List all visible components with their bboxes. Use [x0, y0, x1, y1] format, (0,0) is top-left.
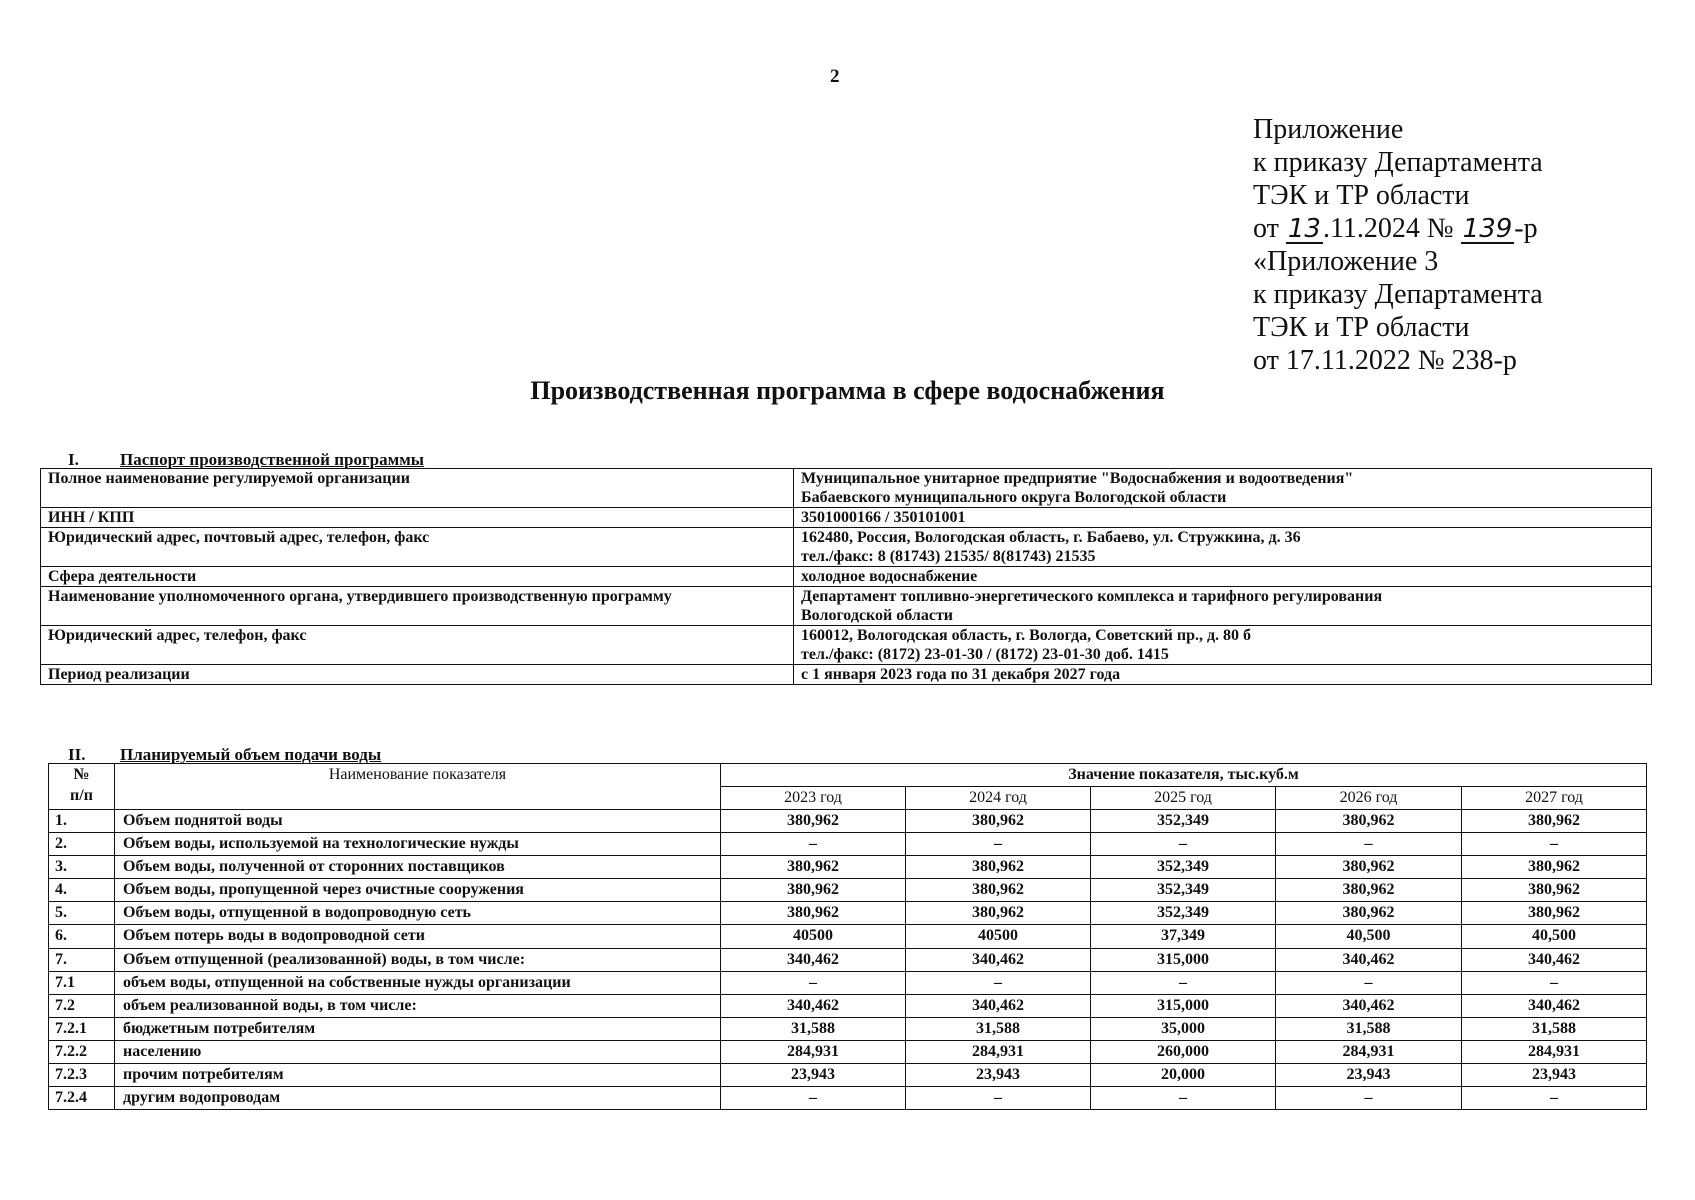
table-row — [41, 469, 1652, 508]
table-row — [49, 994, 1647, 1017]
table-row — [41, 567, 1652, 587]
value-cell: 340,462 — [721, 948, 906, 971]
value-cell: 23,943 — [906, 1064, 1091, 1087]
value-cell: 31,588 — [721, 1017, 906, 1040]
appendix-line: ТЭК и ТР области — [1253, 312, 1470, 343]
value-cell: 380,962 — [721, 810, 906, 833]
value-cell: 380,962 — [906, 856, 1091, 879]
appendix-line: от 17.11.2022 № 238-р — [1253, 345, 1517, 376]
water-volume-table — [48, 763, 1647, 1110]
value-cell: 31,588 — [906, 1017, 1091, 1040]
value-cell: 380,962 — [906, 902, 1091, 925]
indicator-name: Объем воды, пропущенной через очистные сооружения — [115, 879, 721, 902]
row-number: 7. — [49, 948, 115, 971]
value-cell: – — [721, 971, 906, 994]
value-cell: 284,931 — [1462, 1040, 1647, 1063]
row-number: 4. — [49, 879, 115, 902]
value-cell: 40500 — [906, 925, 1091, 948]
table-row — [41, 665, 1652, 685]
row-number: 7.2.2 — [49, 1040, 115, 1063]
value-cell: 340,462 — [721, 994, 906, 1017]
header-indicator-name: Наименование показателя — [115, 764, 721, 810]
passport-key: Юридический адрес, почтовый адрес, телефон, факс — [41, 528, 794, 567]
handwritten-day: 13 — [1287, 214, 1321, 244]
row-number: 7.2 — [49, 994, 115, 1017]
row-number: 3. — [49, 856, 115, 879]
value-cell: 23,943 — [721, 1064, 906, 1087]
indicator-name: населению — [115, 1040, 721, 1063]
passport-key: Полное наименование регулируемой организации — [41, 469, 794, 508]
value-cell: 31,588 — [1276, 1017, 1462, 1040]
table-row — [49, 1040, 1647, 1063]
section-title: Планируемый объем подачи воды — [120, 745, 382, 764]
header-year: 2025 год — [1091, 787, 1276, 810]
value-cell: 340,462 — [906, 948, 1091, 971]
value-cell: – — [1091, 833, 1276, 856]
table-row — [49, 1087, 1647, 1110]
value-cell: 380,962 — [721, 879, 906, 902]
value-cell: 352,349 — [1091, 856, 1276, 879]
passport-key: Период реализации — [41, 665, 794, 685]
section-number: II. — [68, 745, 86, 764]
value-cell: – — [1276, 1087, 1462, 1110]
passport-value: Муниципальное унитарное предприятие "Водоснабжения и водоотведения" Бабаевского муниципального округа Вологодской области — [794, 469, 1652, 508]
value-cell: 284,931 — [721, 1040, 906, 1063]
appendix-order-line — [1253, 212, 1543, 245]
value-cell: – — [1462, 833, 1647, 856]
order-prefix: от — [1253, 213, 1279, 244]
indicator-name: Объем воды, используемой на технологические нужды — [115, 833, 721, 856]
value-cell: – — [1276, 833, 1462, 856]
value-cell: 23,943 — [1276, 1064, 1462, 1087]
value-cell: – — [906, 1087, 1091, 1110]
value-cell: 380,962 — [906, 810, 1091, 833]
value-cell: 284,931 — [906, 1040, 1091, 1063]
value-cell: 380,962 — [1276, 810, 1462, 833]
value-cell: 315,000 — [1091, 948, 1276, 971]
appendix-line: к приказу Департамента — [1253, 279, 1543, 310]
table-row — [49, 856, 1647, 879]
value-cell: 380,962 — [1462, 810, 1647, 833]
passport-value: 162480, Россия, Вологодская область, г. Бабаево, ул. Стружкина, д. 36 тел./факс: 8 (81743) 21535/ 8(81743) 21535 — [794, 528, 1652, 567]
table-row — [49, 902, 1647, 925]
value-cell: 340,462 — [1276, 994, 1462, 1017]
passport-value: с 1 января 2023 года по 31 декабря 2027 года — [794, 665, 1652, 685]
value-cell: 35,000 — [1091, 1017, 1276, 1040]
value-cell: – — [1462, 1087, 1647, 1110]
section-title: Паспорт производственной программы — [120, 450, 425, 469]
value-cell: 380,962 — [1276, 902, 1462, 925]
header-value: Значение показателя, тыс.куб.м — [721, 764, 1647, 787]
value-cell: – — [721, 1087, 906, 1110]
appendix-block — [1253, 113, 1543, 377]
table-row — [49, 1017, 1647, 1040]
row-number: 2. — [49, 833, 115, 856]
value-cell: 380,962 — [1276, 879, 1462, 902]
value-cell: 380,962 — [721, 856, 906, 879]
header-number: № п/п — [49, 764, 115, 810]
value-cell: 380,962 — [906, 879, 1091, 902]
value-cell: 352,349 — [1091, 810, 1276, 833]
value-cell: 260,000 — [1091, 1040, 1276, 1063]
value-cell: 20,000 — [1091, 1064, 1276, 1087]
passport-key: ИНН / КПП — [41, 508, 794, 528]
value-cell: – — [1091, 1087, 1276, 1110]
value-cell: 380,962 — [1462, 879, 1647, 902]
value-cell: – — [1091, 971, 1276, 994]
value-cell: 40,500 — [1276, 925, 1462, 948]
value-cell: 284,931 — [1276, 1040, 1462, 1063]
table-row — [49, 810, 1647, 833]
row-number: 7.2.4 — [49, 1087, 115, 1110]
passport-key: Юридический адрес, телефон, факс — [41, 626, 794, 665]
value-cell: 340,462 — [1276, 948, 1462, 971]
value-cell: 315,000 — [1091, 994, 1276, 1017]
page-number: 2 — [830, 66, 840, 87]
indicator-name: Объем отпущенной (реализованной) воды, в том числе: — [115, 948, 721, 971]
value-cell: 340,462 — [1462, 948, 1647, 971]
indicator-name: Объем потерь воды в водопроводной сети — [115, 925, 721, 948]
order-suffix: -р — [1514, 213, 1538, 244]
passport-value: холодное водоснабжение — [794, 567, 1652, 587]
row-number: 7.2.1 — [49, 1017, 115, 1040]
table-row — [41, 626, 1652, 665]
value-cell: 31,588 — [1462, 1017, 1647, 1040]
appendix-line: ТЭК и ТР области — [1253, 180, 1470, 211]
passport-key: Наименование уполномоченного органа, утвердившего производственную программу — [41, 587, 794, 626]
table-row — [41, 587, 1652, 626]
value-cell: 37,349 — [1091, 925, 1276, 948]
section-number: I. — [68, 450, 79, 469]
row-number: 6. — [49, 925, 115, 948]
passport-value: 160012, Вологодская область, г. Вологда, Советский пр., д. 80 б тел./факс: (8172) 23-01-30 / (8172) 23-01-30 доб. 1415 — [794, 626, 1652, 665]
table-row — [49, 879, 1647, 902]
value-cell: 340,462 — [906, 994, 1091, 1017]
table-row — [41, 528, 1652, 567]
passport-key: Сфера деятельности — [41, 567, 794, 587]
header-year: 2023 год — [721, 787, 906, 810]
value-cell: 23,943 — [1462, 1064, 1647, 1087]
value-cell: 380,962 — [1276, 856, 1462, 879]
appendix-line: Приложение — [1253, 114, 1404, 145]
indicator-name: бюджетным потребителям — [115, 1017, 721, 1040]
table-row — [49, 971, 1647, 994]
indicator-name: объем воды, отпущенной на собственные нужды организации — [115, 971, 721, 994]
indicator-name: Объем воды, отпущенной в водопроводную сеть — [115, 902, 721, 925]
value-cell: 380,962 — [1462, 902, 1647, 925]
indicator-name: другим водопроводам — [115, 1087, 721, 1110]
value-cell: – — [1276, 971, 1462, 994]
handwritten-number: 139 — [1462, 214, 1513, 244]
appendix-line: «Приложение 3 — [1253, 246, 1439, 277]
value-cell: 340,462 — [1462, 994, 1647, 1017]
value-cell: 380,962 — [1462, 856, 1647, 879]
order-date: .11.2024 № — [1322, 213, 1454, 244]
indicator-name: прочим потребителям — [115, 1064, 721, 1087]
table-header-row — [49, 764, 1647, 787]
passport-value: Департамент топливно-энергетического комплекса и тарифного регулирования Вологодской области — [794, 587, 1652, 626]
indicator-name: объем реализованной воды, в том числе: — [115, 994, 721, 1017]
header-year: 2027 год — [1462, 787, 1647, 810]
table-row — [41, 508, 1652, 528]
passport-table — [40, 468, 1652, 685]
indicator-name: Объем воды, полученной от сторонних поставщиков — [115, 856, 721, 879]
value-cell: 352,349 — [1091, 902, 1276, 925]
table-row — [49, 833, 1647, 856]
row-number: 7.1 — [49, 971, 115, 994]
indicator-name: Объем поднятой воды — [115, 810, 721, 833]
value-cell: – — [906, 971, 1091, 994]
value-cell: 380,962 — [721, 902, 906, 925]
passport-value: 3501000166 / 350101001 — [794, 508, 1652, 528]
row-number: 5. — [49, 902, 115, 925]
table-row — [49, 948, 1647, 971]
table-row — [49, 1064, 1647, 1087]
table-row — [49, 925, 1647, 948]
section-2-heading — [68, 745, 381, 765]
header-year: 2024 год — [906, 787, 1091, 810]
page-title: Производственная программа в сфере водоснабжения — [530, 376, 1165, 405]
header-year: 2026 год — [1276, 787, 1462, 810]
value-cell: 40,500 — [1462, 925, 1647, 948]
value-cell: 40500 — [721, 925, 906, 948]
value-cell: – — [906, 833, 1091, 856]
section-1-heading — [68, 450, 424, 470]
value-cell: – — [1462, 971, 1647, 994]
appendix-line: к приказу Департамента — [1253, 147, 1543, 178]
row-number: 7.2.3 — [49, 1064, 115, 1087]
row-number: 1. — [49, 810, 115, 833]
value-cell: 352,349 — [1091, 879, 1276, 902]
value-cell: – — [721, 833, 906, 856]
